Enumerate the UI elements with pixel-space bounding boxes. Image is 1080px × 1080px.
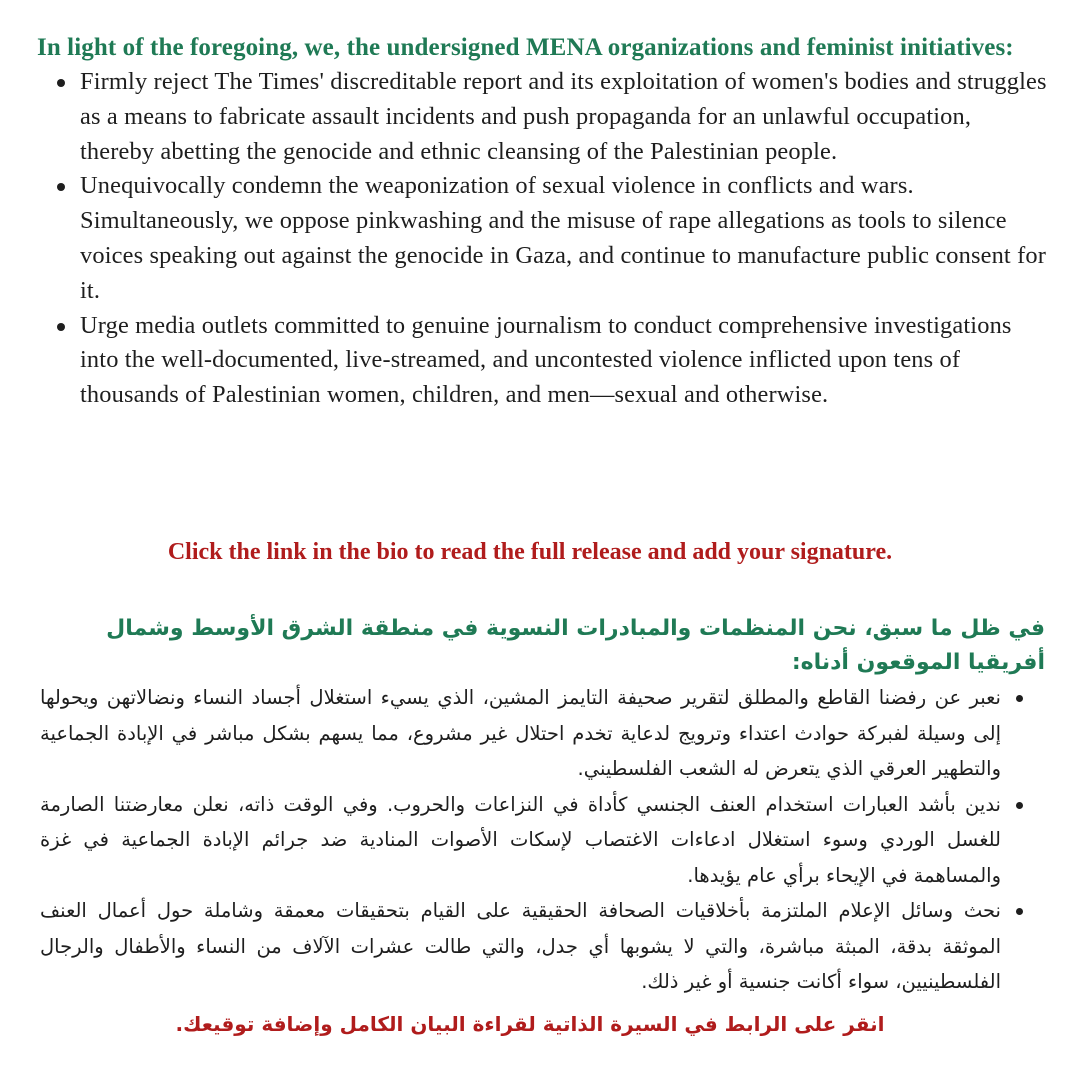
english-call-to-action: Click the link in the bio to read the full release and add your signature. — [167, 539, 893, 565]
english-demands-list — [37, 65, 1047, 413]
arabic-demand-item: نحث وسائل الإعلام الملتزمة بأخلاقيات الصحافة الحقيقية على القيام بتحقيقات معمقة وشاملة حول أعمال العنف الموثقة بدقة، المبثة مباشرة، والتي لا يشوبها أي جدل، والتي طالت عشرات الآلاف من النساء والأطفال والرجال الفلسطينيين، سواء أكانت جنسية أو غير ذلك. — [40, 893, 1001, 1000]
arabic-demand-item: نعبر عن رفضنا القاطع والمطلق لتقرير صحيفة التايمز المشين، الذي يسيء استغلال أجساد النساء ونضالاتهن ويحولها إلى وسيلة لفبركة حوادث اعتداء وترويج لدعاية تخدم احتلال غير مشروع، مما يسهم بشكل مباشر في الإبادة الجماعية والتطهير العرقي الذي يتعرض له الشعب الفلسطيني. — [40, 680, 1001, 787]
arabic-statement — [40, 612, 1045, 1000]
arabic-demand-item: ندين بأشد العبارات استخدام العنف الجنسي كأداة في النزاعات والحروب. وفي الوقت ذاته، نعلن معارضتنا الصارمة للغسل الوردي وسوء استغلال ادعاءات الاغتصاب لإسكات الأصوات المنادية ضد جرائم الإبادة الجماعية في غزة والمساهمة في الإيحاء برأي عام يؤيدها. — [40, 787, 1001, 894]
arabic-heading: في ظل ما سبق، نحن المنظمات والمبادرات النسوية في منطقة الشرق الأوسط وشمال أفريقيا الموقعون أدناه: — [106, 616, 1045, 675]
english-demand-item: Urge media outlets committed to genuine journalism to conduct comprehensive investigations into the well-documented, live-streamed, and uncontested violence inflicted upon tens of thousands of Palestinian women, children, and men—sexual and otherwise. — [80, 309, 1047, 413]
english-demand-item: Firmly reject The Times' discreditable report and its exploitation of women's bodies and struggles as a means to fabricate assault incidents and push propaganda for an unlawful occupation, thereby abetting the genocide and ethnic cleansing of the Palestinian people. — [80, 65, 1047, 169]
arabic-demands-list — [40, 680, 1045, 1000]
arabic-call-to-action: انقر على الرابط في السيرة الذاتية لقراءة البيان الكامل وإضافة توقيعك. — [175, 1012, 885, 1036]
english-statement — [37, 31, 1047, 413]
english-heading: In light of the foregoing, we, the undersigned MENA organizations and feminist initiatives: — [37, 34, 1014, 61]
english-demand-item: Unequivocally condemn the weaponization of sexual violence in conflicts and wars. Simultaneously, we oppose pinkwashing and the misuse of rape allegations as tools to silence voices speaking out against the genocide in Gaza, and continue to manufacture public consent for it. — [80, 169, 1047, 308]
